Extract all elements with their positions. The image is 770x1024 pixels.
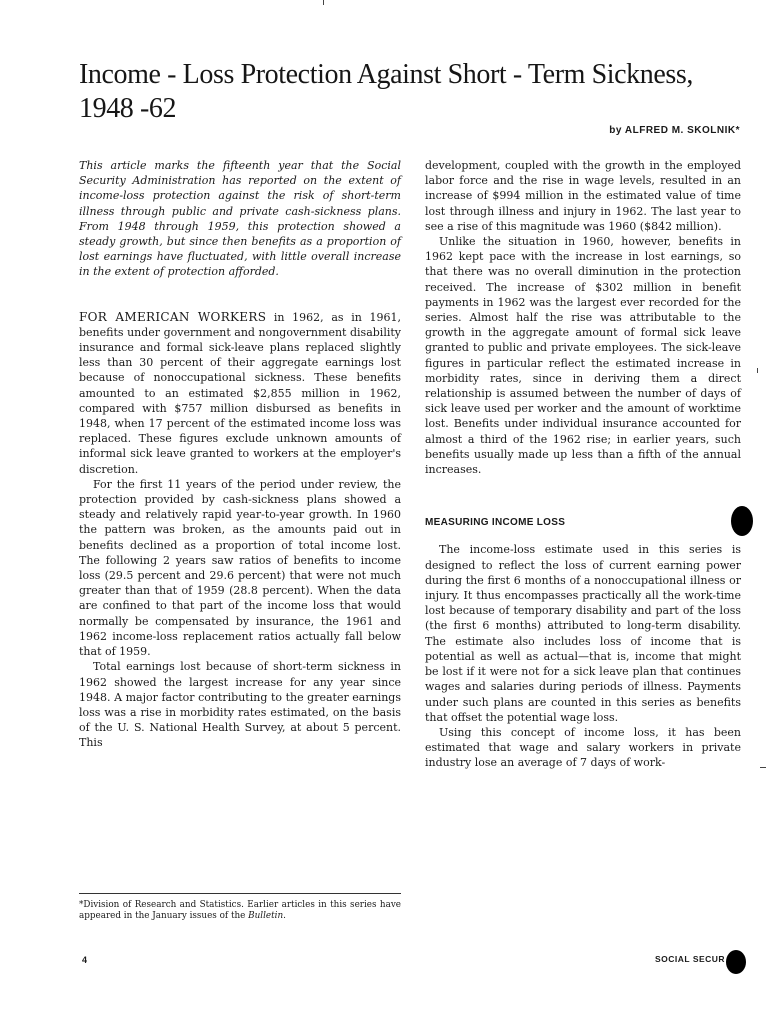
footnote-text: *Division of Research and Statistics. Earlier articles in this series have appeared in the January issues of the <box>79 900 401 921</box>
byline <box>609 125 740 136</box>
section-heading: MEASURING INCOME LOSS <box>425 517 566 529</box>
paragraph: Using this concept of income loss, it has been estimated that wage and salary workers in private industry lose an average of 7 days of work- <box>425 725 741 770</box>
punch-hole-lower <box>726 950 746 974</box>
running-footer: SOCIAL SECUR <box>655 954 726 964</box>
paragraph: The income-loss estimate used in this series is designed to reflect the loss of current earning power during the first 6 months of a nonoccupational illness or injury. It thus encompasses practically all the work-time lost because of temporary disability and part of the loss (the first 6 months) attributed to long-term disability. The estimate also includes loss of income that is potential as well as actual—that is, income that might be lost if it were not for a sick leave plan that continues wages and salaries during periods of illness. Payments under such plans are counted in this series as benefits that offset the potential wage loss. <box>425 543 741 724</box>
scan-mark-right <box>757 368 758 373</box>
page-title: Income - Loss Protection Against Short - Term Sickness, 1948 -62 <box>79 59 694 124</box>
footnote-end: . <box>283 911 286 921</box>
author-name: ALFRED M. SKOLNIK* <box>624 125 740 136</box>
paragraph: For the first 11 years of the period under review, the protection provided by cash-sickness plans showed a steady and relatively rapid year-to-year growth. In 1960 the pattern was broken, as the amounts paid out in benefits declined as a proportion of total income lost. The following 2 years saw ratios of benefits to income loss (29.5 percent and 29.6 percent) that were not much greater than that of 1959 (28.8 percent). When the data are confined to that part of the income loss that would normally be compensated by insurance, the 1961 and 1962 income-loss replacement ratios actually fall below that of 1959. <box>79 477 401 659</box>
paragraph: development, coupled with the growth in the employed labor force and the rise in wage levels, resulted in an increase of $994 million in the estimated value of time lost through illness and injury in 1962. The last year to see a rise of this magnitude was 1960 ($842 million). <box>425 159 741 233</box>
page-number: 4 <box>82 955 88 965</box>
footnote <box>79 893 401 922</box>
paragraph: Unlike the situation in 1960, however, benefits in 1962 kept pace with the increase in lost earnings, so that there was no overall diminution in the protection received. The increase of $302 million in benefit payments in 1962 was the largest ever recorded for the series. Almost half the rise was attributable to the growth in the aggregate amount of formal sick leave granted to public and private employees. The sick-leave figures in particular reflect the estimated increase in morbidity rates, since in deriving them a direct relationship is assumed between the number of days of sick leave used per worker and the amount of worktime lost. Benefits under individual insurance accounted for almost a third of the 1962 rise; in earlier years, such benefits usually made up less than a fifth of the annual increases. <box>425 235 741 477</box>
paragraph <box>79 310 401 477</box>
abstract: This article marks the fifteenth year that the Social Security Administration has reported on the extent of income-loss protection against the risk of short-term illness through public and private cash-sickness plans. From 1948 through 1959, this protection showed a steady growth, but since then benefits as a proportion of lost earnings have fluctuated, with little overall increase in the extent of protection afforded. <box>79 159 401 279</box>
scan-mark-right-lower <box>760 767 766 768</box>
left-column <box>79 158 401 751</box>
paragraph: Total earnings lost because of short-term sickness in 1962 showed the largest increase for any year since 1948. A major factor contributing to the greater earnings loss was a rise in morbidity rates estimated, on the basis of the U. S. National Health Survey, at about 5 percent. This <box>79 660 401 750</box>
lead-in: FOR AMERICAN WORKERS <box>79 309 267 324</box>
byline-prefix: by <box>609 125 622 136</box>
punch-hole-upper <box>731 506 753 536</box>
right-column <box>425 158 741 771</box>
scan-mark-top <box>323 0 324 5</box>
paragraph-text: in 1962, as in 1961, benefits under government and nongovernment disability insurance and formal sick-leave plans replaced slightly less than 30 percent of their aggregate earnings lost because of nonoccupational sickness. These benefits amounted to an estimated $2,855 million in 1962, compared with $757 million disbursed as benefits in 1948, when 17 percent of the estimated income loss was replaced. These figures exclude unknown amounts of informal sick leave granted to workers at the employer's discretion. <box>79 310 401 476</box>
footnote-italic: Bulletin <box>248 911 284 921</box>
